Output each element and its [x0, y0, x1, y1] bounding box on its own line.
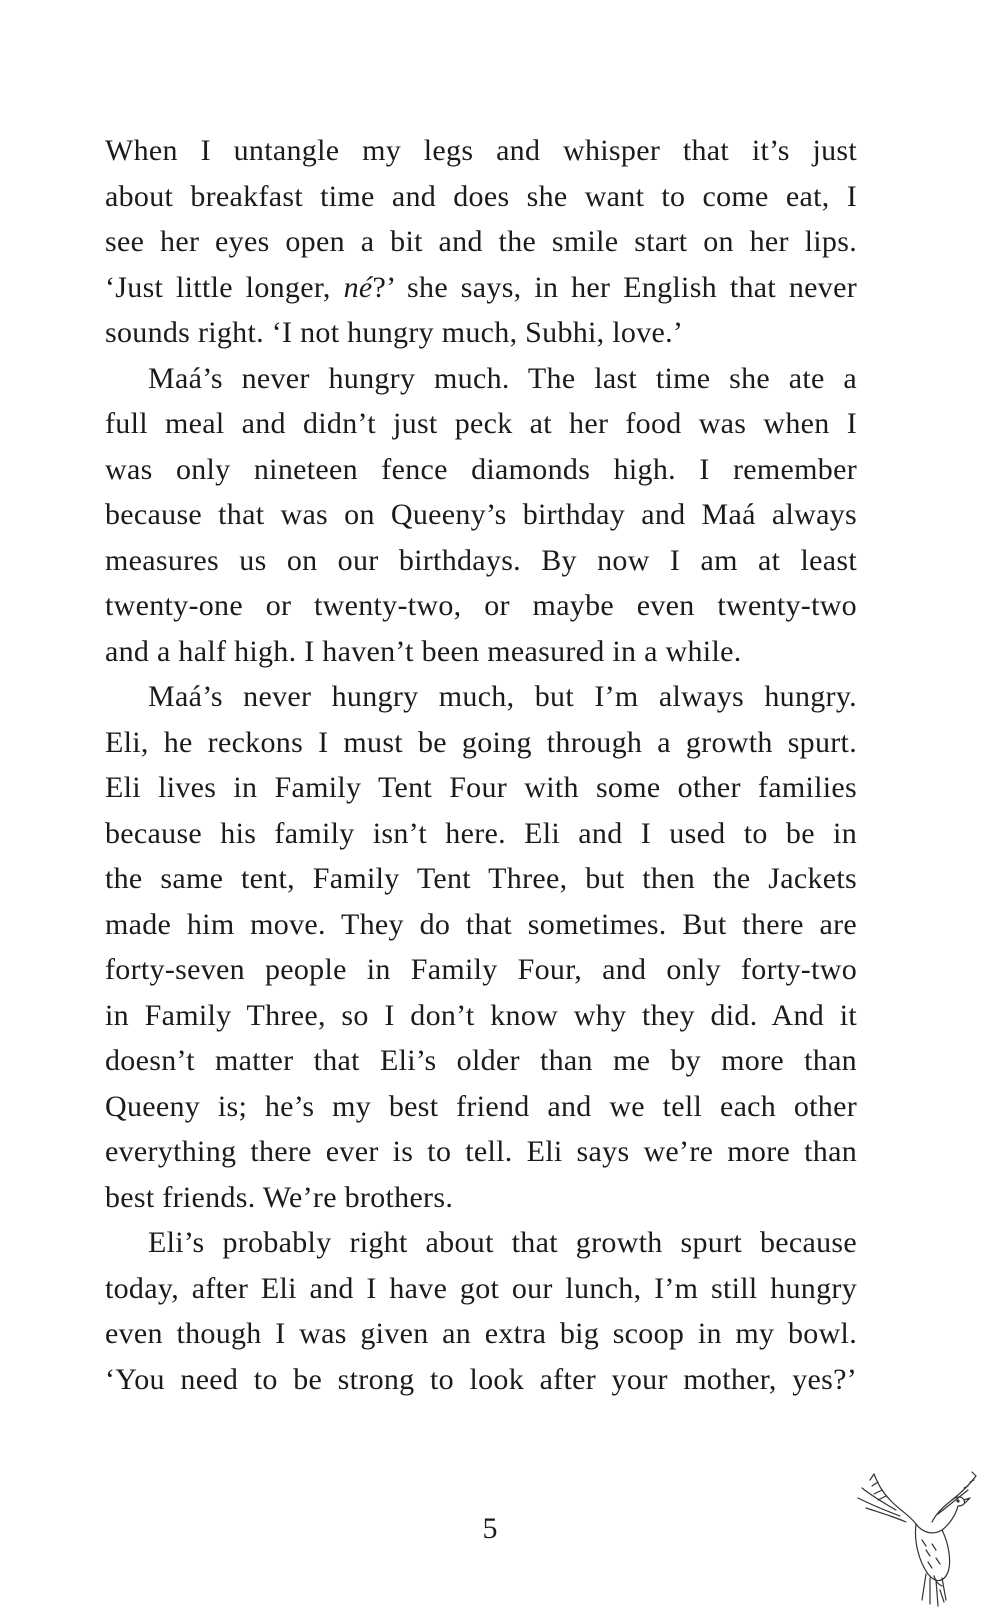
- bird-icon: [852, 1470, 982, 1610]
- text-fragment: ?’ she says, in her English that never: [372, 270, 857, 304]
- italic-word: né: [343, 270, 373, 304]
- text-line: was only nineteen fence diamonds high. I remember: [105, 452, 857, 486]
- page-number: 5: [482, 1512, 498, 1545]
- text-fragment: ‘Just little longer,: [105, 270, 344, 304]
- text-line: even though I was given an extra big scoop in my bowl.: [105, 1317, 857, 1350]
- text-line: about breakfast time and does she want to come eat, I: [105, 179, 857, 213]
- text-line: because that was on Queeny’s birthday and Maá always: [105, 498, 857, 531]
- text-line: doesn’t matter that Eli’s older than me by more than: [105, 1044, 857, 1077]
- text-line: twenty-one or twenty-two, or maybe even twenty-two: [105, 589, 857, 622]
- text-line: Eli, he reckons I must be going through a growth spurt.: [105, 725, 857, 759]
- text-line: Eli lives in Family Tent Four with some other families: [105, 771, 857, 804]
- text-line: sounds right. ‘I not hungry much, Subhi, love.’: [105, 316, 684, 349]
- text-line-italic: [105, 265, 857, 311]
- text-line: Queeny is; he’s my best friend and we tell each other: [105, 1089, 857, 1123]
- text-line: When I untangle my legs and whisper that it’s just: [105, 134, 857, 167]
- text-line: everything there ever is to tell. Eli says we’re more than: [105, 1135, 857, 1168]
- body-text: [105, 128, 857, 1402]
- text-line: in Family Three, so I don’t know why they did. And it: [105, 998, 857, 1032]
- text-line: full meal and didn’t just peck at her food was when I: [105, 407, 857, 440]
- text-line: best friends. We’re brothers.: [105, 1180, 454, 1214]
- text-line: because his family isn’t here. Eli and I used to be in: [105, 816, 857, 850]
- text-line: the same tent, Family Tent Three, but then the Jackets: [105, 862, 857, 895]
- text-line: see her eyes open a bit and the smile start on her lips.: [105, 225, 857, 258]
- text-line-paragraph-start: Maá’s never hungry much. The last time she ate a: [148, 361, 857, 395]
- text-line-paragraph-start: Maá’s never hungry much, but I’m always hungry.: [148, 680, 857, 713]
- text-line: and a half high. I haven’t been measured in a while.: [105, 634, 742, 668]
- text-line: today, after Eli and I have got our lunch, I’m still hungry: [105, 1271, 857, 1305]
- text-line: made him move. They do that sometimes. But there are: [105, 907, 857, 941]
- text-line-paragraph-start: Eli’s probably right about that growth spurt because: [148, 1226, 857, 1259]
- text-line: measures us on our birthdays. By now I am at least: [105, 543, 857, 577]
- text-line: ‘You need to be strong to look after your mother, yes?’: [105, 1362, 857, 1396]
- text-line: forty-seven people in Family Four, and only forty-two: [105, 953, 857, 986]
